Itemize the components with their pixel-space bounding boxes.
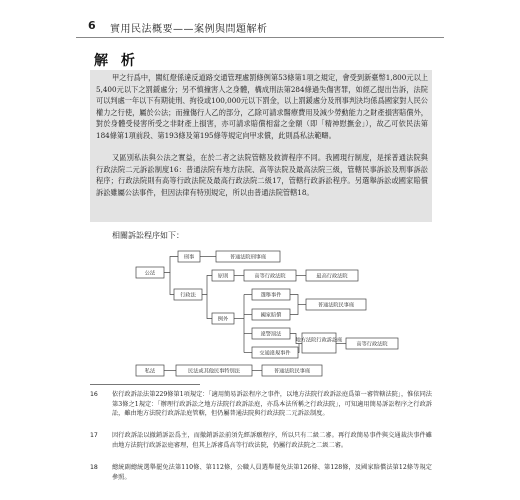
svg-text:民法或其他民事特別法: 民法或其他民事特別法 <box>188 368 240 375</box>
svg-text:普通法院刑事庭: 普通法院刑事庭 <box>229 254 267 261</box>
node-public-law <box>136 267 164 278</box>
svg-text:地方法院行政訴訟庭: 地方法院行政訴訟庭 <box>295 337 343 344</box>
svg-text:最高行政法院: 最高行政法院 <box>316 273 348 280</box>
node-exception <box>212 313 234 324</box>
node-ordinary-civil-top <box>306 299 366 310</box>
paragraph-1: 甲之行爲中，闖紅燈係違反道路交通管理處罰條例第53條第1項之規定，會受到新臺幣1,800元以上5,400元以下之罰鍰處分；另不慎撞害人之身體，構成刑法第284條過失傷害罪，如經乙提出告訴，法院可以判處一年以下有期徒刑、拘役或100,000元以下罰金，以上罰鍰處分及刑事判決均係爲國家對人民公權力之行使，屬於公法；而撞傷行人乙的部分，乙除可請求醫療費用及減少勞動能力之財產損害賠償外，對於身體受侵害所受之非財產上損害，亦可請求賠償相當之金額（即「精神慰撫金」），故乙可依民法第184條第1項前段、第193條及第195條等規定向甲求償，此則爲私法範疇。 <box>96 73 428 140</box>
node-private-law <box>136 365 164 376</box>
footnote-rule <box>90 384 200 385</box>
svg-text:國家賠償: 國家賠償 <box>260 312 282 319</box>
node-ordinary-civil-bottom <box>262 365 322 376</box>
node-high-admin-top <box>244 270 296 281</box>
node-district-admin <box>296 333 343 353</box>
svg-text:原則: 原則 <box>217 273 229 280</box>
svg-text:交通違規事件: 交通違規事件 <box>259 350 291 357</box>
node-traffic <box>252 347 298 358</box>
page-number: 6 <box>88 19 96 32</box>
footnote-text: 因行政訴訟以撤銷訴訟爲主，而撤銷訴訟前須先經訴願程序，所以只有二級二審。再行政簡易事件與交通裁決事件雖由地方法院行政訴訟庭審理，但其上訴審爲高等行政法院，仍屬行政法院之二級二審。 <box>112 432 432 449</box>
svg-text:刑事: 刑事 <box>183 254 195 261</box>
svg-text:例外: 例外 <box>217 316 229 323</box>
svg-text:普通法院民事庭: 普通法院民事庭 <box>317 302 355 309</box>
node-supreme-admin <box>306 270 358 281</box>
svg-text:普通法院民事庭: 普通法院民事庭 <box>273 368 311 375</box>
section-title: 解 析 <box>94 53 139 69</box>
node-admin-law <box>174 289 202 300</box>
paragraph-2: 又區別私法與公法之實益，在於二者之法院管轄及救濟程序不同。我國現行制度，是採普通法院與行政法院二元訴訟制度16：普通法院有地方法院、高等法院及最高法院三級，管轄民事訴訟及刑事訴訟程序；行政法院則有高等行政法院及最高行政法院二級17，管轄行政訴訟程序。另選舉訴訟或國家賠償訴訟雖屬公法事件，但因法律有特別規定，所以由普通法院管轄18。 <box>96 153 428 197</box>
footnote-text: 總統副總統選舉罷免法第110條、第112條，公職人員選舉罷免法第126條、第128條，及國家賠償法第12條等規定參照。 <box>112 464 432 481</box>
footnote-17 <box>90 431 432 450</box>
node-criminal <box>178 251 200 262</box>
footnote-16 <box>90 390 432 419</box>
footnote-18 <box>90 463 432 482</box>
node-ordinary-criminal <box>216 251 280 262</box>
svg-text:高等行政法院: 高等行政法院 <box>356 341 388 348</box>
node-principle <box>212 270 234 281</box>
footnote-number: 18 <box>90 464 98 471</box>
svg-text:私法: 私法 <box>144 368 156 375</box>
node-election <box>252 289 290 300</box>
book-title: 實用民法概要——案例與問題解析 <box>110 24 268 35</box>
footnote-text: 依行政訴訟法第229條第1項規定：「適用簡易訴訟程序之事件，以地方法院行政訴訟庭爲第一審管轄法院」，惟依同法第3條之1規定：「辦理行政訴訟之地方法院行政訴訟庭，亦爲本法所稱之行政法院」，可知適用簡易訴訟程序之行政訴訟，雖由地方法院行政訴訟庭管轄，但仍屬普通法院與行政法院二元訴訟制度。 <box>112 391 432 418</box>
svg-text:違警罰法: 違警罰法 <box>260 331 282 338</box>
diagram-caption: 相關訴訟程序如下： <box>112 231 184 240</box>
svg-text:行政法: 行政法 <box>180 292 196 299</box>
node-police <box>252 328 290 339</box>
svg-text:高等行政法院: 高等行政法院 <box>254 273 286 280</box>
node-high-admin-low <box>346 338 398 349</box>
node-state-comp <box>252 309 290 320</box>
footnote-number: 16 <box>90 391 98 398</box>
footnote-number: 17 <box>90 432 98 439</box>
svg-text:公法: 公法 <box>144 270 156 277</box>
svg-text:選舉事件: 選舉事件 <box>260 292 282 299</box>
node-civil-matters <box>176 365 252 376</box>
